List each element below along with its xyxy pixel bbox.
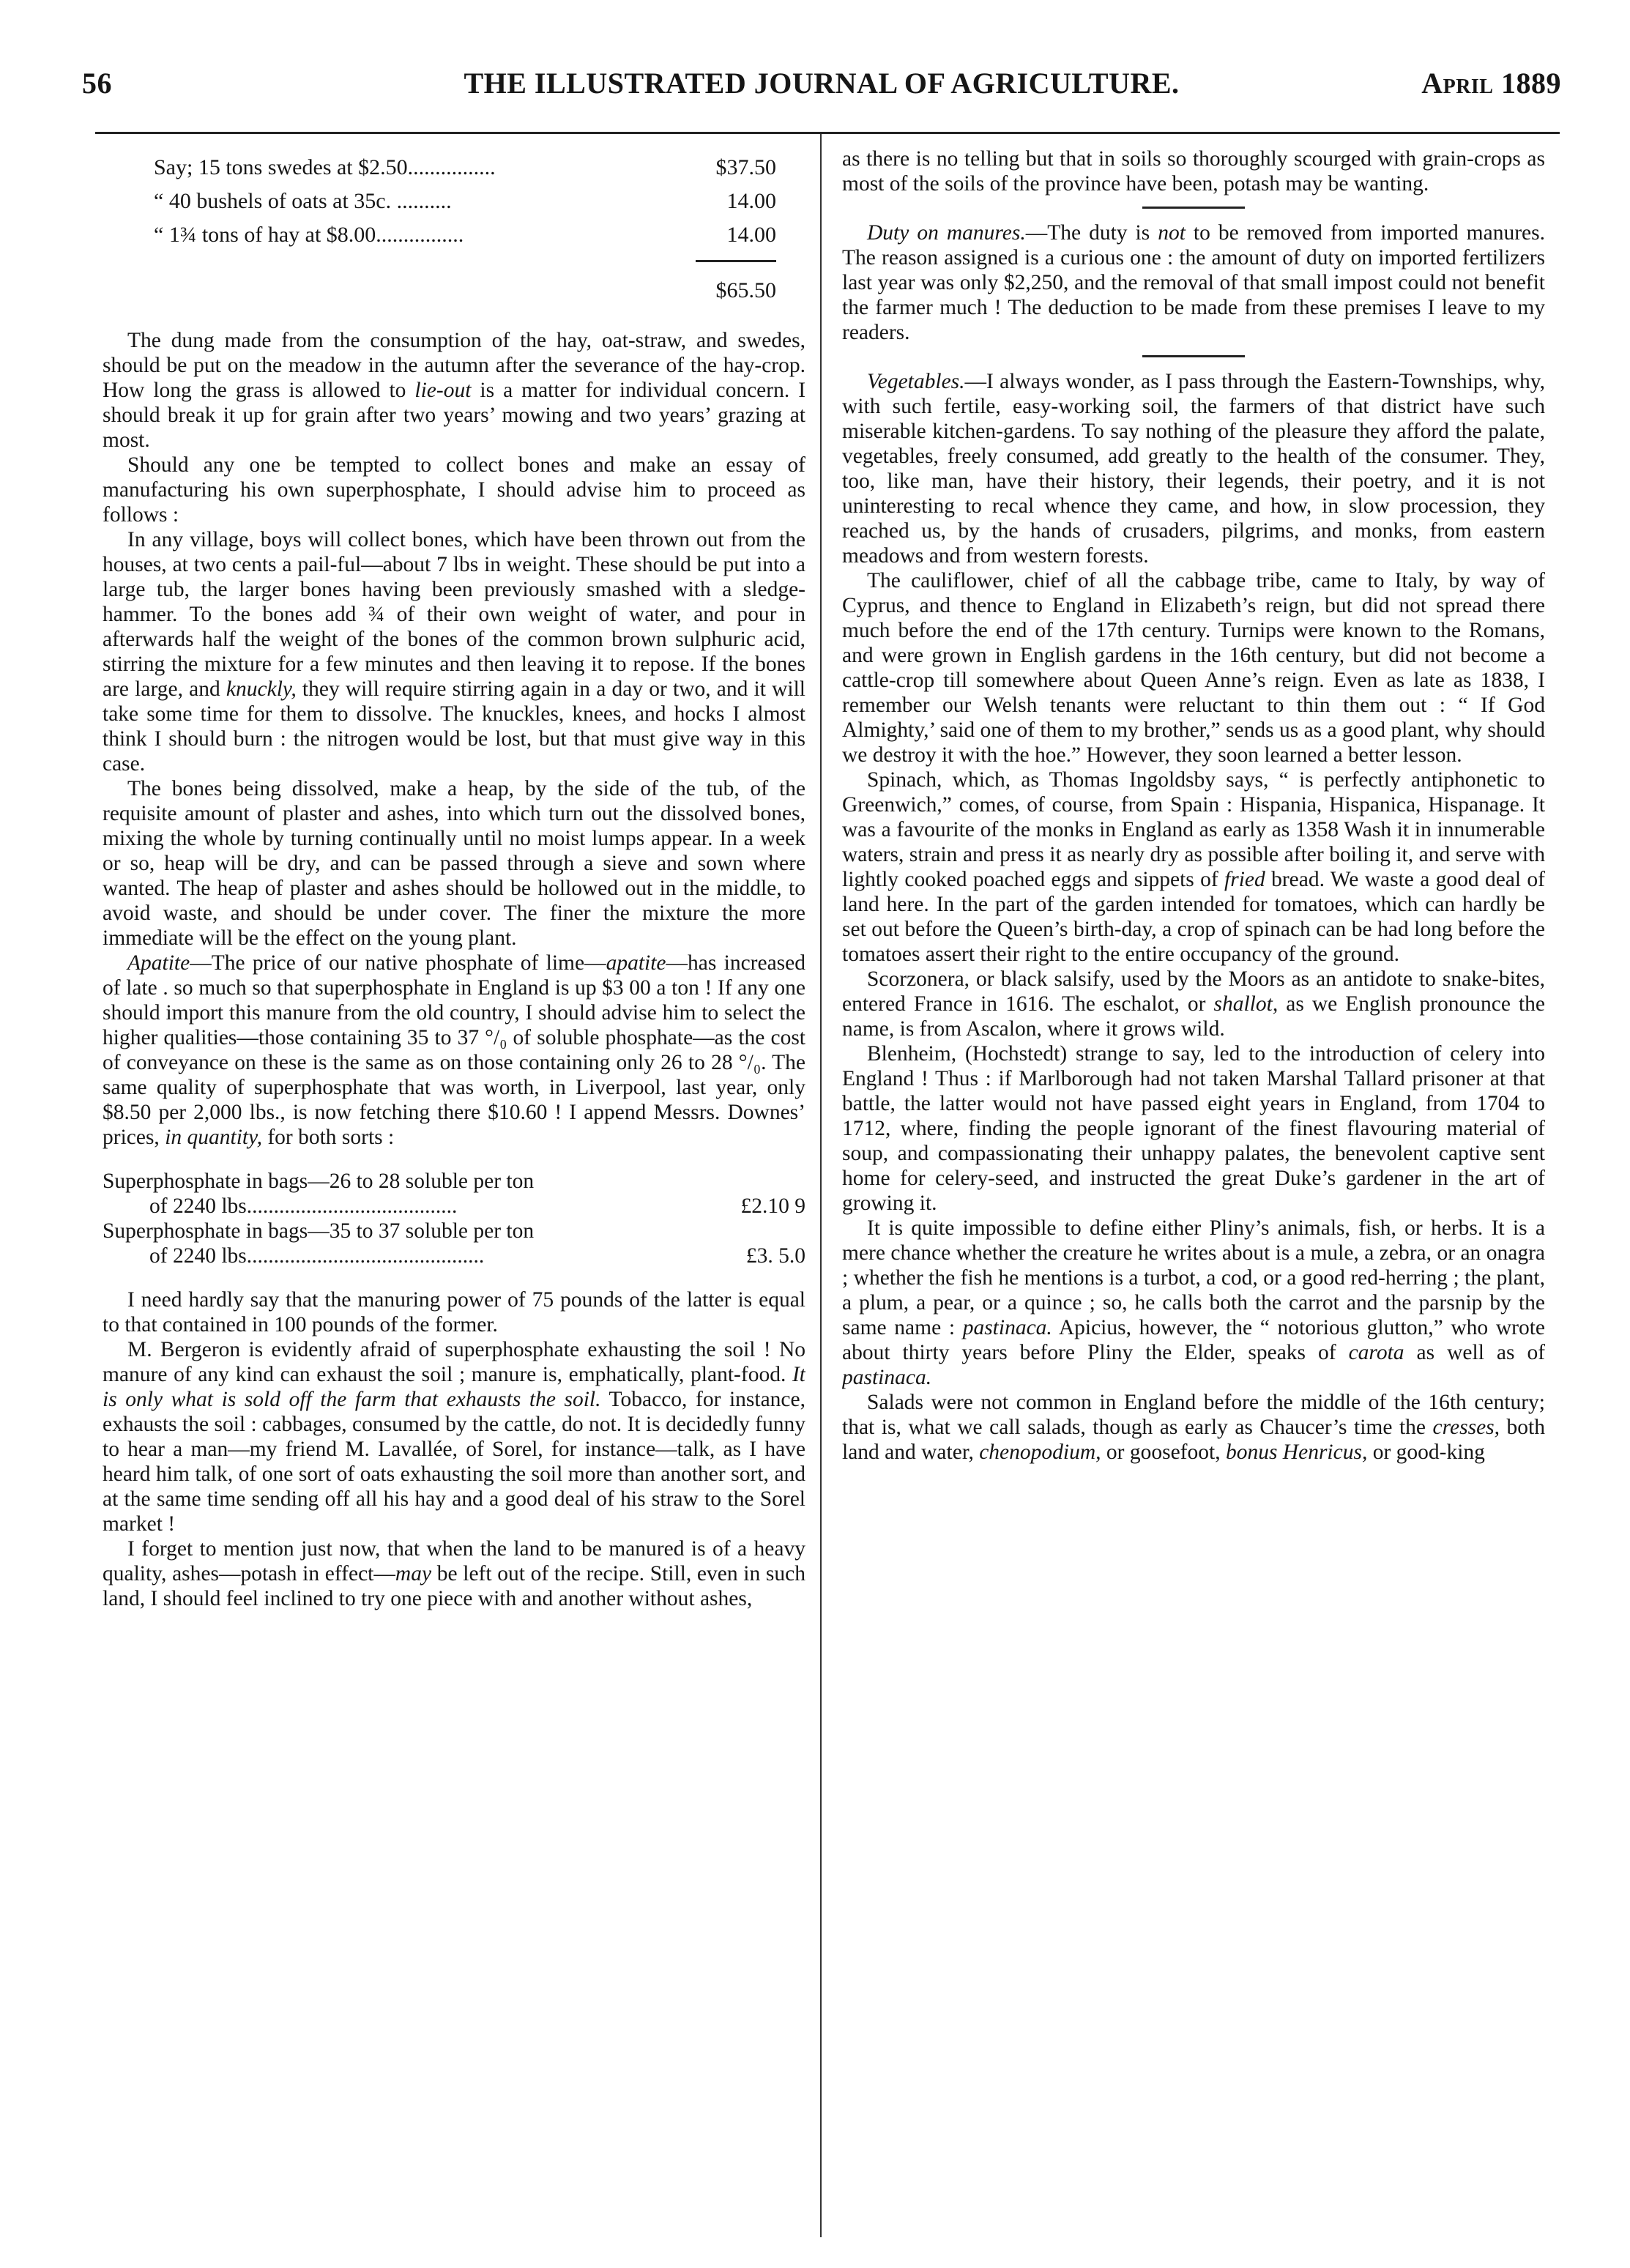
page-number: 56 <box>82 67 112 100</box>
price-desc: Superphosphate in bags—35 to 37 soluble per ton <box>103 1219 535 1243</box>
calc-desc: Say; 15 tons swedes at $2.50................ <box>154 155 496 179</box>
paragraph: I forget to mention just now, that when the land to be manured is of a heavy quality, ashes—potash in effect—may be left out of the recipe. Still, even in such land, I should feel inclined to try one piece with and another without ashes, <box>103 1537 805 1610</box>
sum-rule <box>696 260 776 262</box>
calc-desc: “ 40 bushels of oats at 35c. .......... <box>154 189 452 213</box>
price-list <box>103 1169 805 1268</box>
calc-total: $65.50 <box>715 278 776 302</box>
calc-desc: “ 1¾ tons of hay at $8.00................ <box>154 223 464 247</box>
paragraph: as there is no telling but that in soils so thoroughly scourged with grain-crops as most of the soils of the province have been, potash may be wanting. <box>842 147 1545 196</box>
price-desc: Superphosphate in bags—26 to 28 soluble per ton <box>103 1170 535 1193</box>
calc-amount: $37.50 <box>715 155 776 179</box>
paragraph: Spinach, which, as Thomas Ingoldsby says, “ is perfectly antiphonetic to Greenwich,” comes, of course, from Spain : Hispania, Hispanica, Hispanage. It was a favourite of the monks in England as early as 1358 Wash it in innumerable waters, strain and press it as nearly dry as possible after boiling it, and serve with lightly cooked poached eggs and sippets of fried bread. We waste a good deal of land here. In the part of the garden intended for tomatoes, which can hardly be set out before the Queen’s birth-day, a crop of spinach can be had long before the tomatoes assert their right to the entire occupancy of the ground. <box>842 768 1545 966</box>
paragraph: Blenheim, (Hochstedt) strange to say, led to the introduction of celery into England ! Thus : if Marlborough had not taken Marshal Tallard prisoner at that battle, the latter would not have passed eight years in England, from 1704 to 1712, where, finding the people ignorant of the finest flavouring material of soup, and compassionating their unhappy palates, the benevolent captive sent home for celery-seed, and instructed the great Duke’s gardener in the art of growing it. <box>842 1042 1545 1215</box>
price-item <box>103 1169 805 1219</box>
paragraph: Apatite—The price of our native phosphate of lime—apatite—has increased of late . so much so that superphosphate in England is up $3 00 a ton ! If any one should import this manure from the old country, I should advise him to select the higher qualities—those containing 35 to 37 °/₀ of soluble phosphate—as the cost of conveyance on these is the same as on those containing only 26 to 28 °/₀. The same quality of superphosphate that was worth, in Liverpool, last year, only $8.50 per 2,000 lbs., is now fetching there $10.60 ! I append Messrs. Downes’ prices, in quantity, for both sorts : <box>103 951 805 1149</box>
paragraph: In any village, boys will collect bones, which have been thrown out from the houses, at two cents a pail-ful—about 7 lbs in weight. These should be put into a large tub, the larger bones having been previously smashed with a sledge-hammer. To the bones add ¾ of their own weight of water, and pour in afterwards half the weight of the bones of the common brown sulphuric acid, stirring the mixture for a few minutes and then leaving it to repose. If the bones are large, and knuckly, they will require stirring again in a day or two, and it will take some time for them to dissolve. The knuckles, knees, and hocks I almost think I should burn : the nitrogen would be lost, but that must give way in this case. <box>103 528 805 776</box>
section-rule <box>1142 355 1245 357</box>
paragraph: Scorzonera, or black salsify, used by the Moors as an antidote to snake-bites, entered France in 1616. The eschalot, or shallot, as we English pronounce the name, is from Ascalon, where it grows wild. <box>842 967 1545 1041</box>
paragraph: The bones being dissolved, make a heap, by the side of the tub, of the requisite amount of plaster and ashes, into which turn out the dissolved bones, mixing the whole by turning continually until no moist lumps appear. In a week or so, heap will be dry, and can be passed through a sieve and sown where wanted. The heap of plaster and ashes should be hollowed out in the middle, to avoid waste, and should be under cover. The finer the mixture the more immediate will be the effect on the young plant. <box>103 777 805 950</box>
paragraph: Duty on manures.—The duty is not to be removed from imported manures. The reason assigned is a curious one : the amount of duty on imported fertilizers last year was only $2,250, and the removal of that small impost could not benefit the farmer much ! The deduction to be made from these premises I leave to my readers. <box>842 221 1545 344</box>
paragraph: The cauliflower, chief of all the cabbage tribe, came to Italy, by way of Cyprus, and thence to England in Elizabeth’s reign, but did not spread there much before the end of the 17th century. Turnips were known to the Romans, and were grown in English gardens in the 16th century, but did not become a cattle-crop till somewhere about Queen Anne’s reign. Even as late as 1838, I remember our Welsh tenants were reluctant to thin them out : “ If God Almighty,’ said one of them to my brother,” sends us as a good plant, why should we destroy it with the hoe.” However, they soon learned a better lesson. <box>842 569 1545 767</box>
left-column <box>103 146 805 2241</box>
header-rule <box>95 132 1560 134</box>
column-separator <box>820 134 822 2237</box>
paragraph: Should any one be tempted to collect bones and make an essay of manufacturing his own superphosphate, I should advise him to proceed as follows : <box>103 453 805 527</box>
paragraph: It is quite impossible to define either Pliny’s animals, fish, or herbs. It is a mere chance whether the creature he writes about is a mule, a zebra, or an onagra ; whether the fish he mentions is a turbot, a cod, or a good red-herring ; the plant, a plum, a pear, or a quince ; so, he calls both the carrot and the parsnip by the same name : pastinaca. Apicius, however, the “ notorious glutton,” who wrote about thirty years before Pliny the Elder, speaks of carota as well as of pastinaca. <box>842 1216 1545 1389</box>
section-rule <box>1142 207 1245 209</box>
journal-title: THE ILLUSTRATED JOURNAL OF AGRICULTURE. <box>464 67 1180 100</box>
issue-date: April 1889 <box>1421 67 1561 100</box>
right-column <box>842 146 1545 2241</box>
page-header <box>82 59 1561 103</box>
price-item <box>103 1219 805 1268</box>
calc-amount: 14.00 <box>726 223 776 247</box>
price-amount: £2.10 9 <box>740 1194 805 1218</box>
paragraph: Vegetables.—I always wonder, as I pass through the Eastern-Townships, why, with such fertile, easy-working soil, the farmers of that district have such miserable kitchen-gardens. To say nothing of the pleasure they afford the palate, vegetables, freely consumed, add greatly to the health of the consumer. They, too, like man, have their history, their legends, their poetry, and it is not uninteresting to recal whence they came, and how, in slow procession, they reached us, by the hands of crusaders, pilgrims, and monks, from eastern meadows and from western forests. <box>842 370 1545 568</box>
price-desc-cont: of 2240 lbs....................................... £2.10 9 <box>149 1194 805 1218</box>
calc-amount: 14.00 <box>726 189 776 213</box>
cost-calculation <box>103 146 805 328</box>
paragraph: M. Bergeron is evidently afraid of superphosphate exhausting the soil ! No manure of any kind can exhaust the soil ; manure is, emphatically, plant-food. It is only what is sold off the farm that exhausts the soil. Tobacco, for instance, exhausts the soil : cabbages, consumed by the cattle, do not. It is decidedly funny to hear a man—my friend M. Lavallée, of Sorel, for instance—talk, as I have heard him talk, of one sort of oats exhausting the soil more than another sort, and at the same time sending off all his hay and a good deal of his straw to the Sorel market ! <box>103 1338 805 1536</box>
paragraph: Salads were not common in England before the middle of the 16th century; that is, what we call salads, though as early as Chaucer’s time the cresses, both land and water, chenopodium, or goosefoot, bonus Henricus, or good-king <box>842 1391 1545 1464</box>
price-desc-cont: of 2240 lbs............................................ £3. 5.0 <box>149 1244 805 1268</box>
paragraph: The dung made from the consumption of the hay, oat-straw, and swedes, should be put on the meadow in the autumn after the severance of the hay-crop. How long the grass is allowed to lie-out is a matter for individual concern. I should break it up for grain after two years’ mowing and two years’ grazing at most. <box>103 329 805 452</box>
paragraph: I need hardly say that the manuring power of 75 pounds of the latter is equal to that contained in 100 pounds of the former. <box>103 1288 805 1336</box>
price-amount: £3. 5.0 <box>745 1244 805 1268</box>
